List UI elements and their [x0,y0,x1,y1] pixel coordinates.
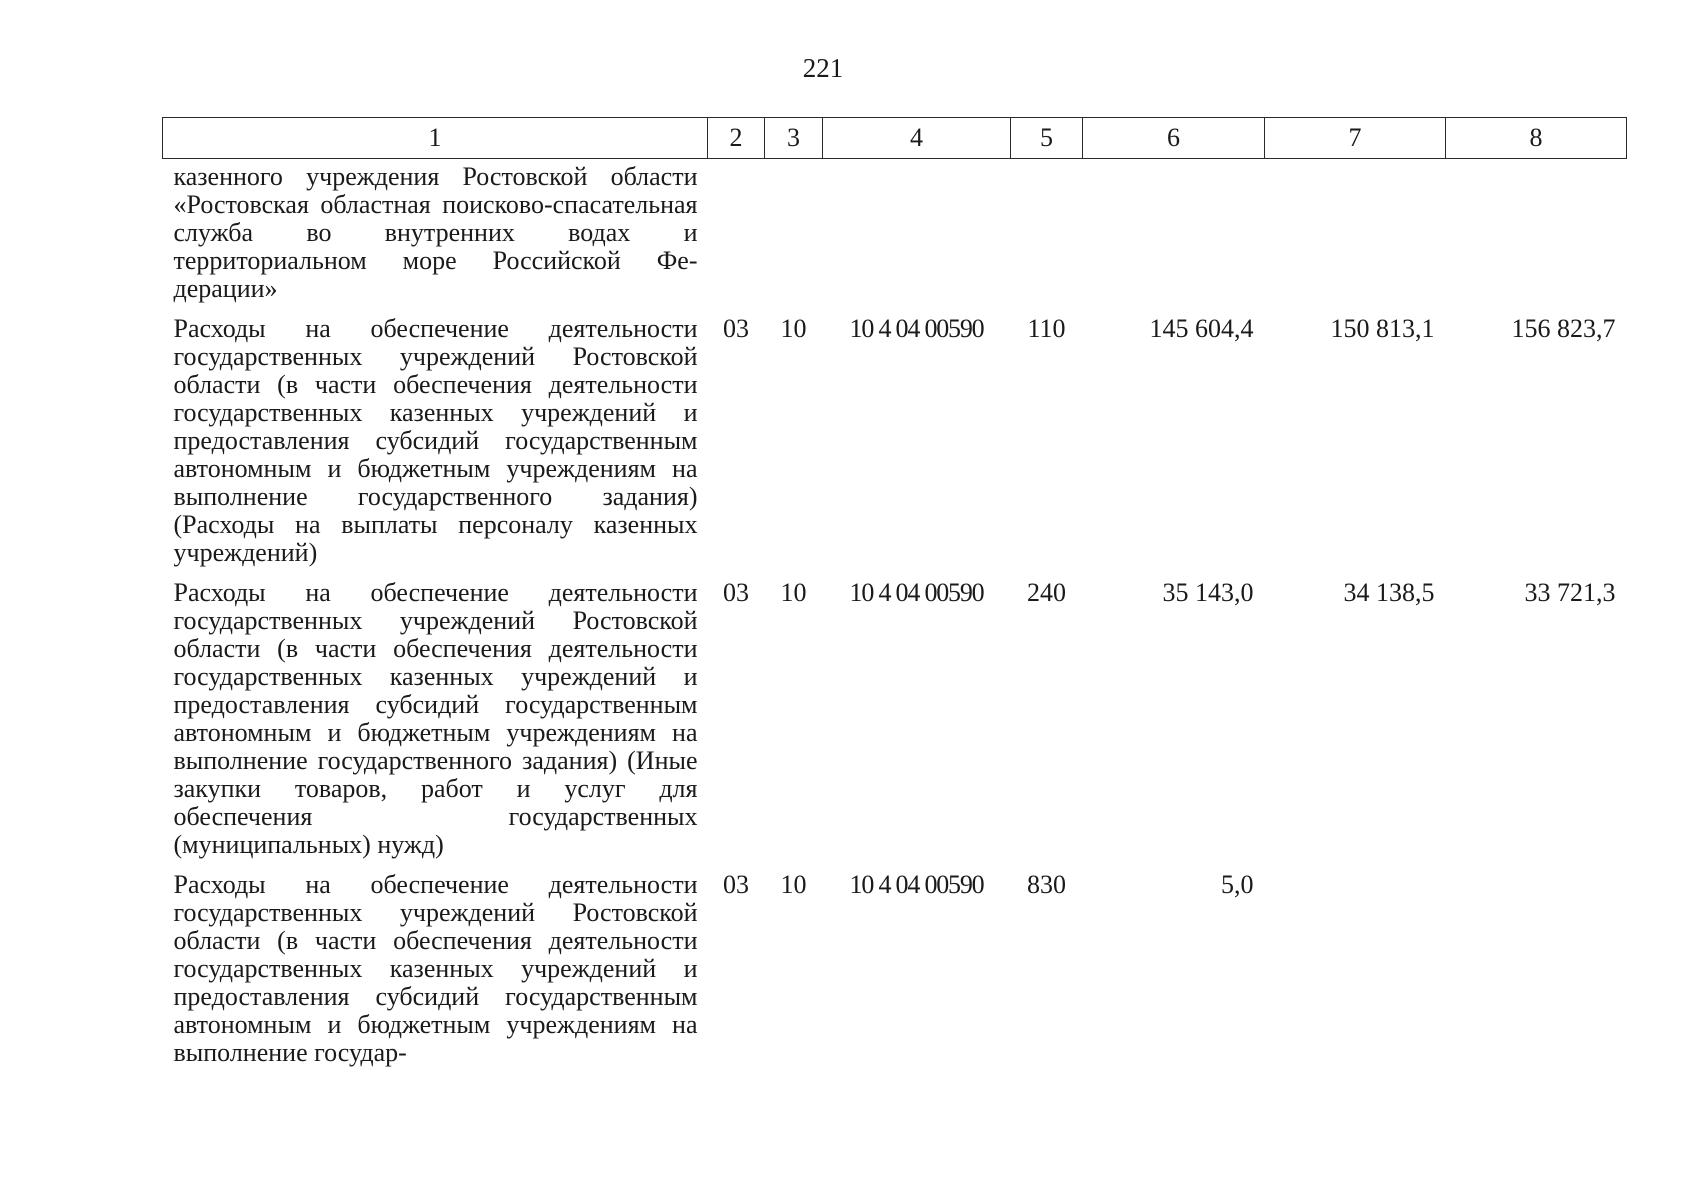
row-amount-col6: 35 143,0 [1162,578,1254,607]
header-col-3: 3 [765,118,823,159]
row-subsection: 10 [780,870,807,899]
row-section: 03 [723,314,749,343]
budget-table [162,117,1627,1079]
header-col-8: 8 [1446,118,1627,159]
row-amount-col6 [1083,159,1265,316]
row-subsection: 10 [780,578,807,607]
row-section: 03 [723,578,749,607]
row-description: Расходы на обеспечение деятельности государственных учреждений Ростовской области (в части обеспечения деятельности государственных казенных учреждений и предоставления субсидий государственным автономным и бюджетным учреждениям на выполнение государственного задания) (Иные закупки товаров, работ и услуг для обеспечения государственных (муниципальных) нужд) [173,578,698,859]
header-col-4: 4 [823,118,1011,159]
row-target-article: 10 4 04 00590 [849,870,984,899]
table-row [163,315,1627,579]
row-description: Расходы на обеспечение деятельности государственных учреждений Ростовской области (в части обеспечения деятельности государственных казенных учреждений и предоставления субсидий государственным автономным и бюджетным учреждениям на выполнение государственного задания) (Расходы на выплаты персоналу казенных учреждений) [173,314,698,567]
row-subsection: 10 [780,314,807,343]
header-col-2: 2 [708,118,765,159]
row-amount-col8: 156 823,7 [1511,314,1616,343]
row-expense-type: 110 [1027,314,1066,343]
table-row [163,579,1627,871]
row-amount-col6: 5,0 [1221,870,1254,899]
row-section: 03 [723,870,749,899]
header-col-5: 5 [1011,118,1083,159]
table-row [163,871,1627,1079]
header-col-7: 7 [1265,118,1446,159]
row-description: Расходы на обеспечение деятельности государственных учреждений Ростовской области (в части обеспечения деятельности государственных казенных учреждений и предоставления субсидий государственным автономным и бюджетным учреждениям на выполнение государ- [173,870,698,1067]
row-subsection [765,159,823,316]
row-amount-col6: 145 604,4 [1149,314,1254,343]
row-expense-type: 240 [1027,578,1066,607]
row-amount-col8 [1446,871,1627,1079]
row-amount-col7: 34 138,5 [1343,578,1435,607]
row-amount-col7: 150 813,1 [1330,314,1435,343]
row-amount-col7 [1265,871,1446,1079]
row-description: казенного учреждения Ростовской области «Ростовская областная поисково-спасательная служба во внутренних водах и территориальном море Российской Федерации» [173,162,698,303]
header-col-1: 1 [163,118,708,159]
page-number: 221 [802,53,844,83]
header-col-6: 6 [1083,118,1265,159]
table-row [163,159,1627,316]
row-target-article: 10 4 04 00590 [849,314,984,343]
row-expense-type: 830 [1027,870,1066,899]
table-body [163,159,1627,1080]
row-target-article [823,159,1011,316]
row-target-article: 10 4 04 00590 [849,578,984,607]
header-row [163,118,1627,159]
row-amount-col8 [1446,159,1627,316]
table-header [163,118,1627,159]
row-amount-col7 [1265,159,1446,316]
row-section [708,159,765,316]
row-amount-col8: 33 721,3 [1524,578,1616,607]
row-expense-type [1011,159,1083,316]
